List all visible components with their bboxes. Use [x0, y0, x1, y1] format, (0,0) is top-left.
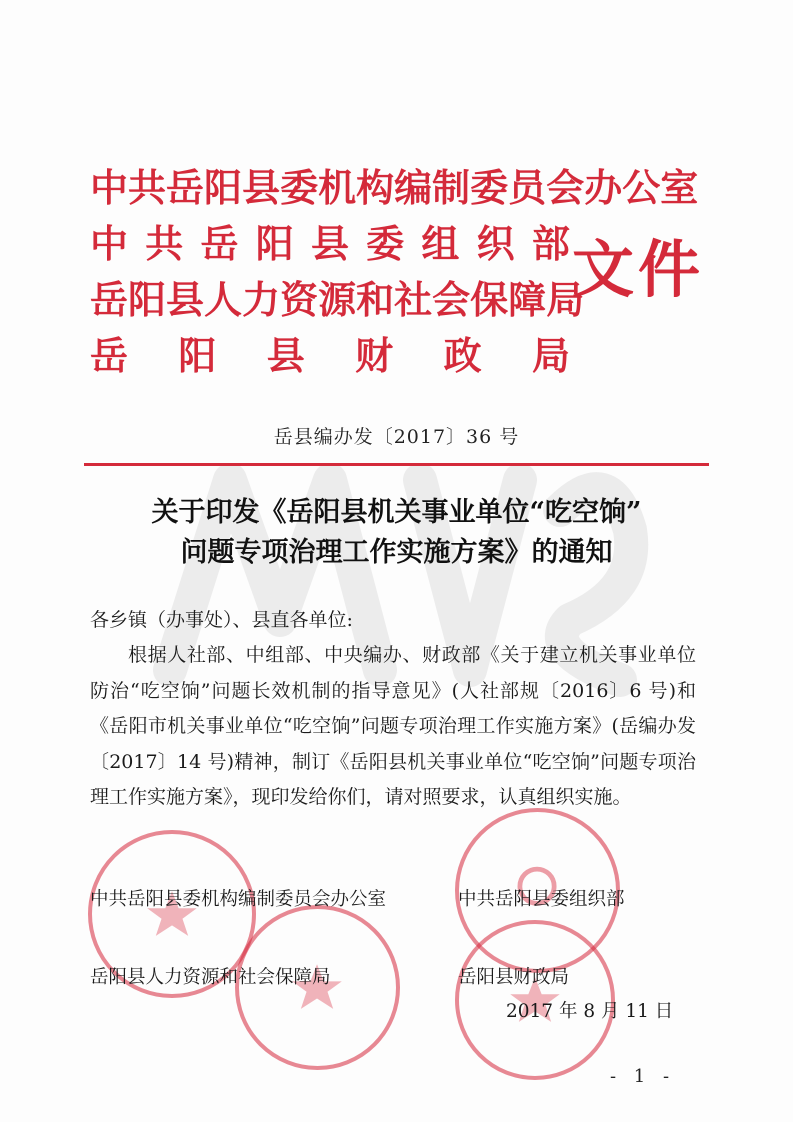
issuer-char: 委 [366, 221, 405, 266]
issuer-char: 阳 [128, 277, 167, 322]
title-line-2: 问题专项治理工作实施方案》的通知 [180, 537, 613, 568]
issuer-line [90, 216, 570, 272]
issue-date: 2017 年 8 月 11 日 [506, 1001, 674, 1022]
issuer-char: 员 [508, 165, 547, 210]
issuer-char: 组 [421, 221, 460, 266]
signature-org-3: 岳阳县人力资源和社会保障局 [90, 967, 331, 988]
body-paragraph: 根据人社部、中组部、中央编办、财政部《关于建立机关事业单位防治“吃空饷”问题长效机制的指导意见》(人社部规〔2016〕6 号)和《岳阳市机关事业单位“吃空饷”问题专项治理工作实施方案》(岳编办发〔2017〕14 号)精神，制订《岳阳县机关事业单位“吃空饷”问题专项治理工作实施方案》，现印发给你们，请对照要求，认真组织实施。 [90, 644, 696, 808]
issuer-char: 人 [204, 277, 243, 322]
issuer-char: 局 [531, 333, 570, 378]
issuer-char: 县 [242, 165, 281, 210]
issuer-line [90, 328, 570, 384]
issuer-char: 县 [310, 221, 349, 266]
issuer-char: 保 [470, 277, 509, 322]
page-number: - 1 - [610, 1066, 676, 1087]
red-divider [84, 463, 709, 466]
document-number: 岳县编办发〔2017〕36 号 [273, 426, 520, 448]
issuer-char: 构 [356, 165, 395, 210]
issuer-char: 社 [394, 277, 433, 322]
issuer-line [90, 160, 699, 216]
issuer-char: 源 [318, 277, 357, 322]
issuer-char: 资 [280, 277, 319, 322]
issuer-char: 公 [622, 165, 661, 210]
issuer-char: 织 [476, 221, 515, 266]
issuer-char: 县 [266, 333, 305, 378]
issuer-char: 岳 [200, 221, 239, 266]
signature-org-1: 中共岳阳县委机构编制委员会办公室 [90, 889, 387, 910]
issuer-char: 财 [355, 333, 394, 378]
issuer-line [90, 272, 585, 328]
issuer-char: 岳 [166, 165, 205, 210]
issuer-char: 室 [660, 165, 699, 210]
issuer-char: 障 [508, 277, 547, 322]
issuer-char: 编 [394, 165, 433, 210]
issuer-char: 局 [546, 277, 585, 322]
doc-type-label: 文件 [572, 233, 705, 306]
signature-org-2: 中共岳阳县委组织部 [458, 889, 625, 910]
issuer-char: 中 [90, 165, 129, 210]
issuer-char: 办 [584, 165, 623, 210]
signature-org-4: 岳阳县财政局 [458, 967, 570, 988]
issuer-char: 县 [166, 277, 205, 322]
issuer-char: 会 [546, 165, 585, 210]
document-title [70, 493, 723, 573]
issuer-char: 委 [470, 165, 509, 210]
issuer-char: 和 [356, 277, 395, 322]
issuer-char: 会 [432, 277, 471, 322]
issuer-char: 阳 [204, 165, 243, 210]
issuer-char: 部 [531, 221, 570, 266]
issuer-char: 岳 [90, 277, 129, 322]
issuer-char: 阳 [255, 221, 294, 266]
salutation: 各乡镇（办事处）、县直各单位: [90, 609, 353, 631]
issuer-char: 岳 [90, 333, 129, 378]
issuer-char: 共 [145, 221, 184, 266]
title-line-1: 关于印发《岳阳县机关事业单位“吃空饷” [151, 497, 642, 528]
issuer-char: 共 [128, 165, 167, 210]
issuer-char: 机 [318, 165, 357, 210]
issuer-char: 中 [90, 221, 129, 266]
issuer-char: 力 [242, 277, 281, 322]
issuer-char: 阳 [178, 333, 217, 378]
issuer-char: 政 [443, 333, 482, 378]
issuer-char: 制 [432, 165, 471, 210]
issuer-char: 委 [280, 165, 319, 210]
